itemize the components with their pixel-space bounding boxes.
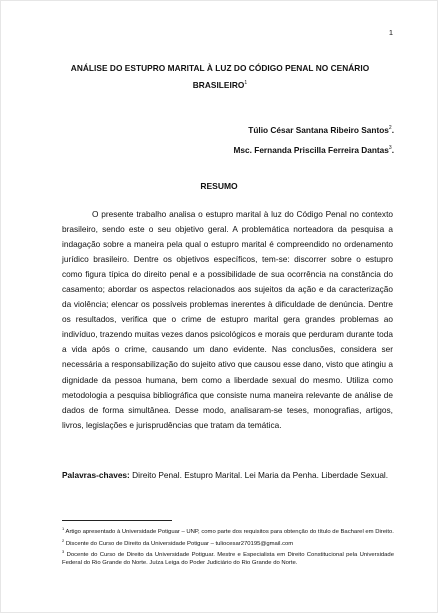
footnote-mark: 1 — [62, 526, 65, 531]
author-footnote-mark: 2 — [388, 125, 392, 132]
footnotes — [62, 525, 394, 567]
footnote-text: Discente do Curso de Direito da Universidade Potiguar – tuliocesar270195@gmail.com — [64, 540, 294, 547]
footnote-3 — [62, 548, 394, 567]
author-footnote-mark: 3 — [388, 145, 392, 152]
footnote-mark: 2 — [62, 537, 65, 543]
footnote-text: Docente do Curso de Direito da Universidade Potiguar. Mestre e Especialista em Direito Constitucional pela Universidade Federal do Rio Grande do Norte. Juíza Leiga do Poder Judiciário do Rio Grande do Norte. — [62, 552, 394, 566]
footnote-2 — [62, 537, 394, 548]
abstract-body: O presente trabalho analisa o estupro marital à luz do Código Penal no contexto brasileiro, sendo este o seu objetivo geral. A problemática norteadora da pesquisa a indagação sobre a maneira pela qual o estupro marital é compreendido no ordenamento jurídico brasileiro. Dentre os objetivos específicos, tem-se: discorrer sobre o estupro como figura típica do direito penal e a possibilidade de sua ocorrência na constância do casamento; abordar os aspectos relacionados aos sujeitos da ação e da caracterização da violência; elencar os possíveis problemas inerentes à dificuldade de denúncia. Dentre os resultados, verifica que o crime de estupro marital gera grandes problemas ao indivíduo, trazendo muitas vezes danos psicológicos e morais que perduram durante toda a vida após o crime, causando um dano evidente. Nas conclusões, considera ser necessária a responsabilização do sujeito ativo que causou esse dano, visto que atingiu a dignidade da pessoa humana, bem como a liberdade sexual do mesmo. Utiliza como metodologia a pesquisa bibliográfica que consiste numa maneira relevante de análise de dados de forma simultânea. Desse modo, analisaram-se teses, monografias, artigos, livros, legislações e jurisprudências que tratam da temática. — [62, 209, 393, 430]
footnote-mark: 3 — [62, 549, 65, 555]
keywords-label: Palavras-chaves: — [62, 470, 130, 480]
author-name: Túlio César Santana Ribeiro Santos — [248, 125, 389, 135]
title-line-2: BRASILEIRO — [192, 79, 245, 90]
page-number: 1 — [388, 28, 393, 37]
article-title — [62, 61, 378, 93]
author-advisor: Msc. Fernanda Priscilla Ferreira Dantas$^3$. — [233, 145, 394, 155]
footnote-separator — [62, 520, 172, 521]
keywords-list: Direito Penal. Estupro Marital. Lei Maria da Penha. Liberdade Sexual. — [129, 470, 389, 480]
title-footnote-mark: 1 — [244, 80, 248, 86]
footnote-text: Artigo apresentado à Universidade Potiguar – UNP, como parte dos requisitos para obtenção do título de Bacharel em Direito. — [64, 528, 394, 535]
abstract-heading: RESUMO — [200, 181, 238, 191]
keywords-line — [62, 468, 393, 483]
author-primary: Túlio César Santana Ribeiro Santos$^2$. — [248, 125, 394, 135]
author-name: Msc. Fernanda Priscilla Ferreira Dantas — [233, 145, 389, 155]
footnote-1 — [62, 525, 394, 536]
title-line-1: ANÁLISE DO ESTUPRO MARITAL À LUZ DO CÓDIGO PENAL NO CENÁRIO — [70, 63, 370, 73]
